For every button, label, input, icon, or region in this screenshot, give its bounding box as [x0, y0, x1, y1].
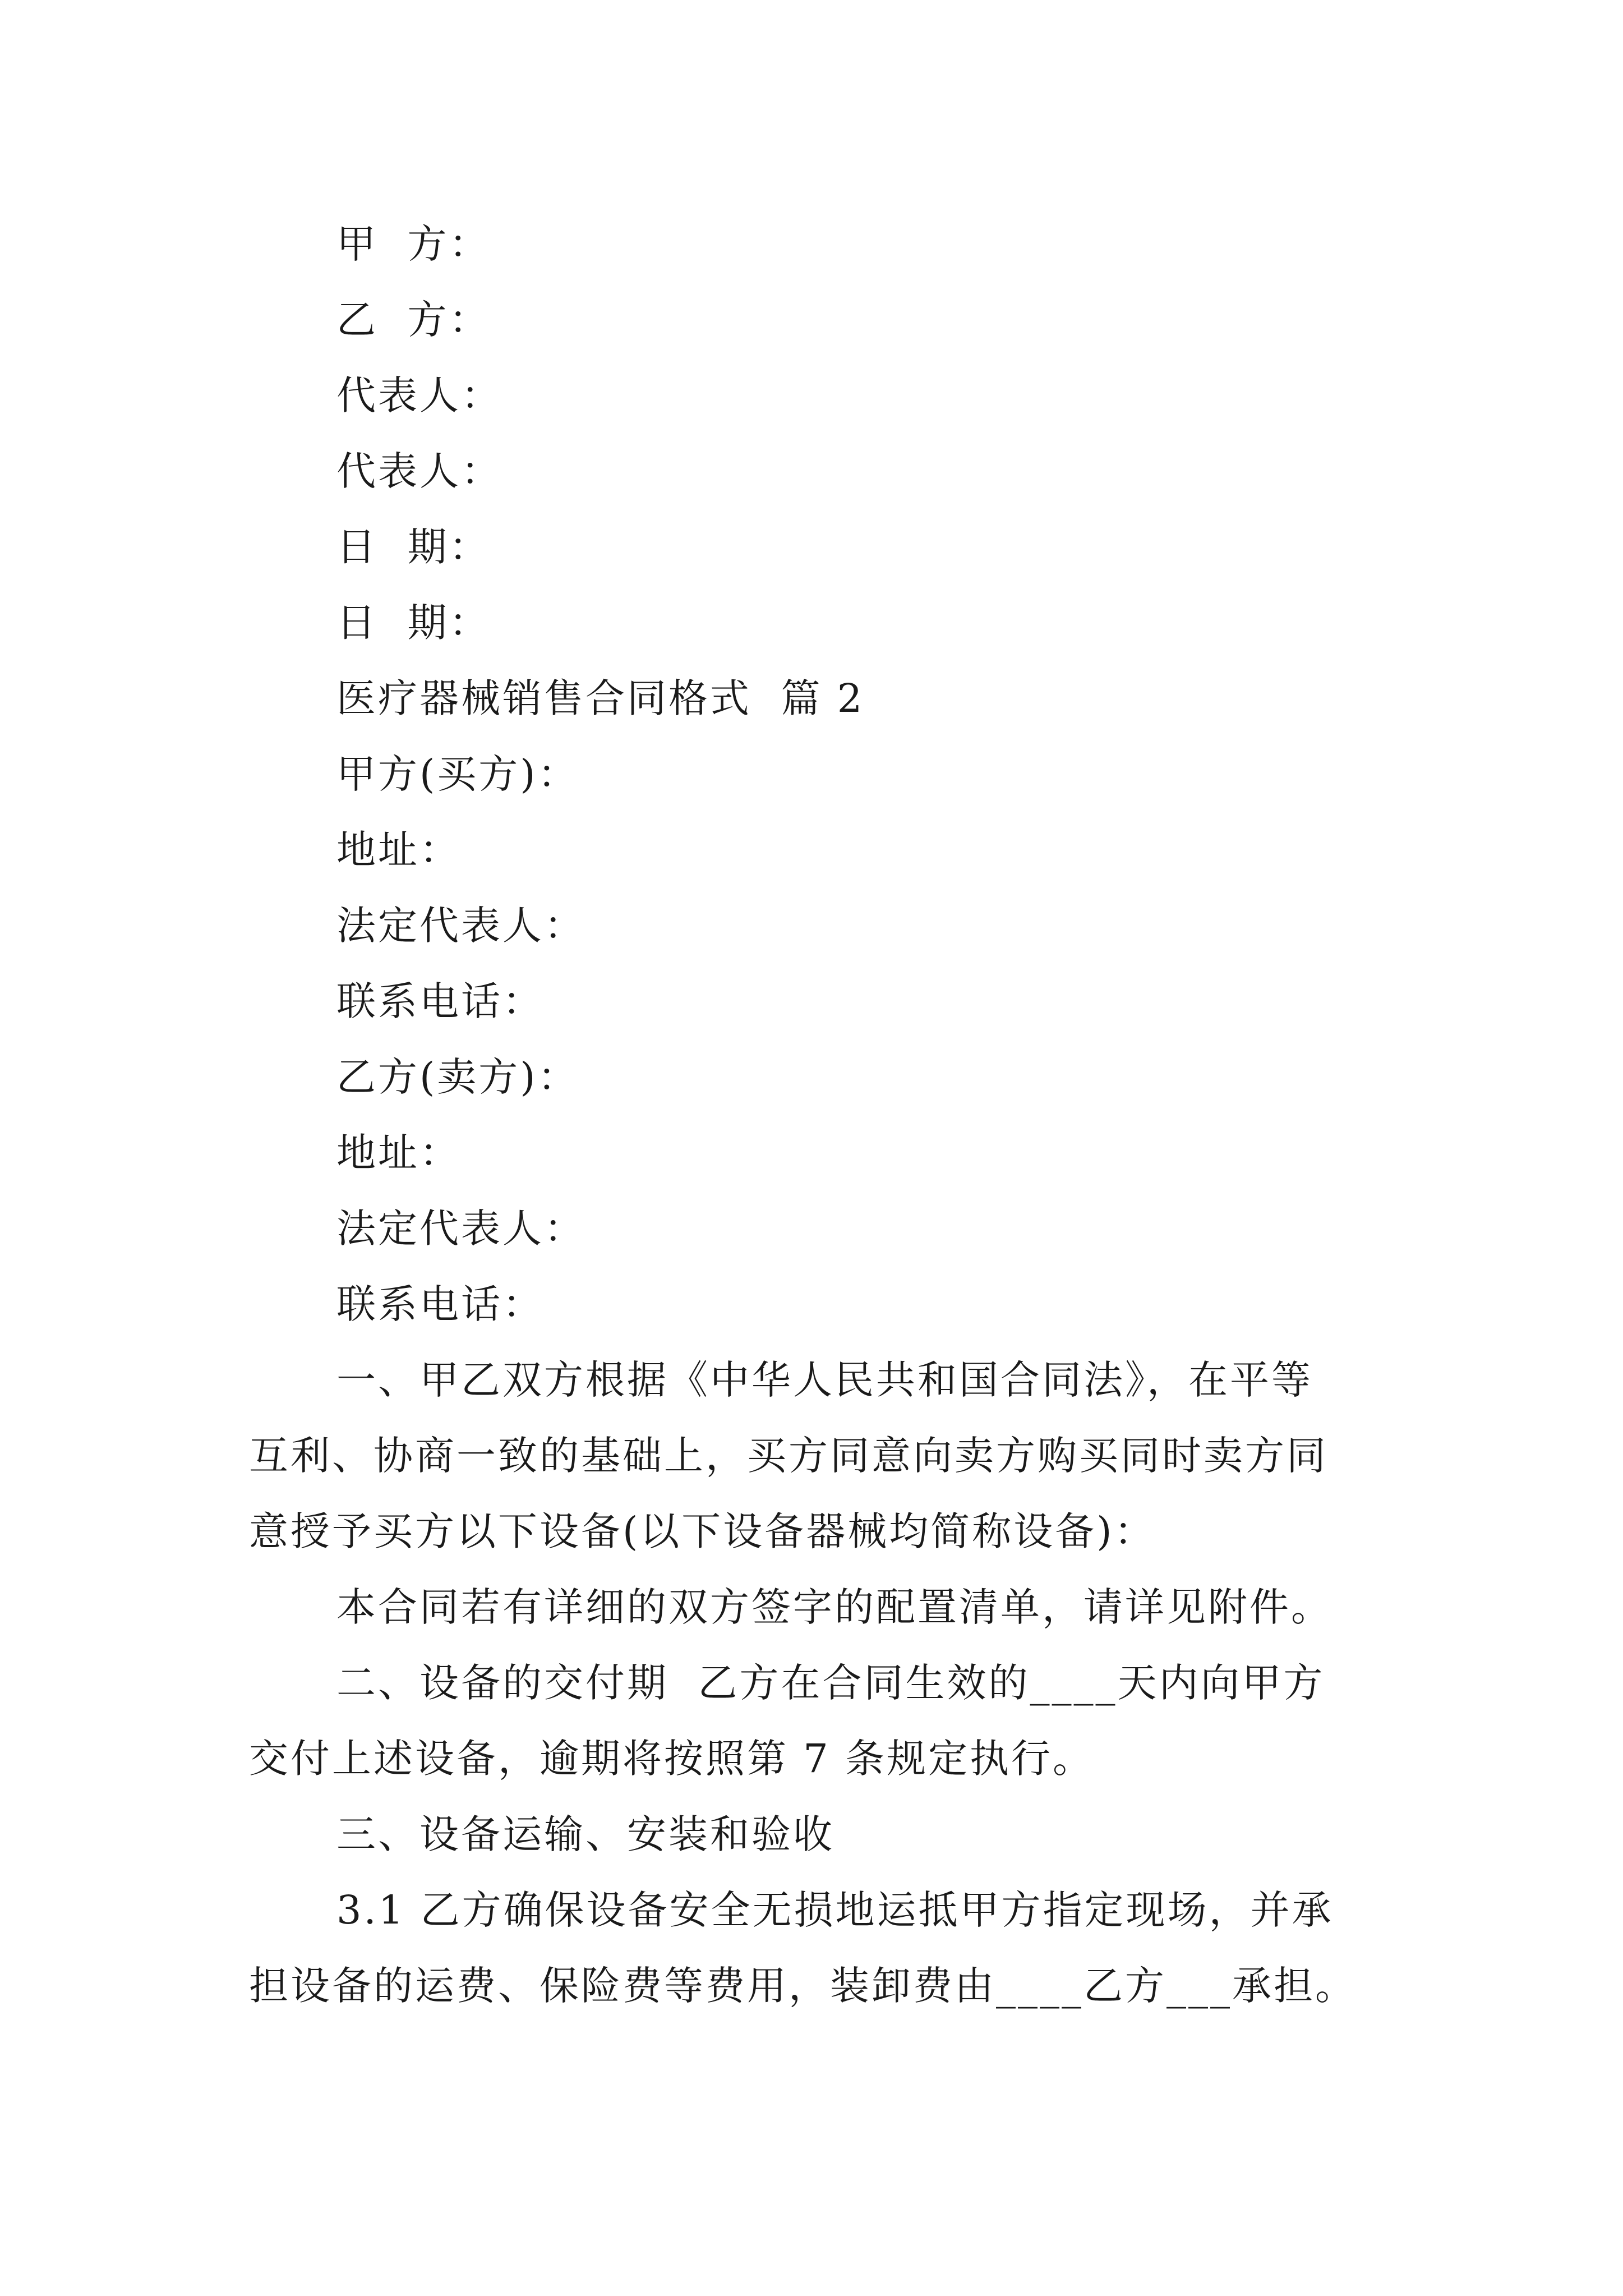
buyer-legal-rep-label: 法定代表人：	[336, 903, 585, 949]
party-a-label: 甲 方：	[336, 221, 491, 267]
clause-2-line-2: 交付上述设备，逾期将按照第 7 条规定执行。	[249, 1736, 1095, 1782]
seller-legal-rep-label: 法定代表人：	[336, 1205, 585, 1251]
clause-1-line-3: 意授予买方以下设备(以下设备器械均简称设备)：	[249, 1508, 1156, 1554]
seller-label: 乙方(卖方)：	[336, 1054, 579, 1100]
clause-1-line-1: 一、甲乙双方根据《中华人民共和国合同法》，在平等	[336, 1357, 1313, 1403]
date-a-label: 日 期：	[336, 524, 491, 570]
seller-phone-label: 联系电话：	[336, 1281, 544, 1327]
clause-3-heading: 三、设备运输、安装和验收	[336, 1811, 834, 1857]
seller-address-label: 地址：	[336, 1130, 461, 1176]
section-heading: 医疗器械销售合同格式 篇 2	[336, 675, 865, 721]
party-b-label: 乙 方：	[336, 297, 491, 343]
buyer-label: 甲方(买方)：	[336, 751, 579, 797]
clause-2-line-1: 二、设备的交付期 乙方在合同生效的____天内向甲方	[336, 1660, 1325, 1706]
buyer-address-label: 地址：	[336, 827, 461, 873]
representative-a-label: 代表人：	[336, 372, 502, 418]
clause-1-line-2: 互利、协商一致的基础上，买方同意向卖方购买同时卖方同	[249, 1433, 1328, 1479]
clause-3-1-line-2: 担设备的运费、保险费等费用，装卸费由____乙方___承担。	[249, 1963, 1357, 2009]
buyer-phone-label: 联系电话：	[336, 978, 544, 1024]
representative-b-label: 代表人：	[336, 448, 502, 494]
clause-3-1-line-1: 3.1 乙方确保设备安全无损地运抵甲方指定现场，并承	[336, 1887, 1334, 1933]
clause-1-note: 本合同若有详细的双方签字的配置清单，请详见附件。	[336, 1584, 1332, 1630]
date-b-label: 日 期：	[336, 600, 491, 646]
